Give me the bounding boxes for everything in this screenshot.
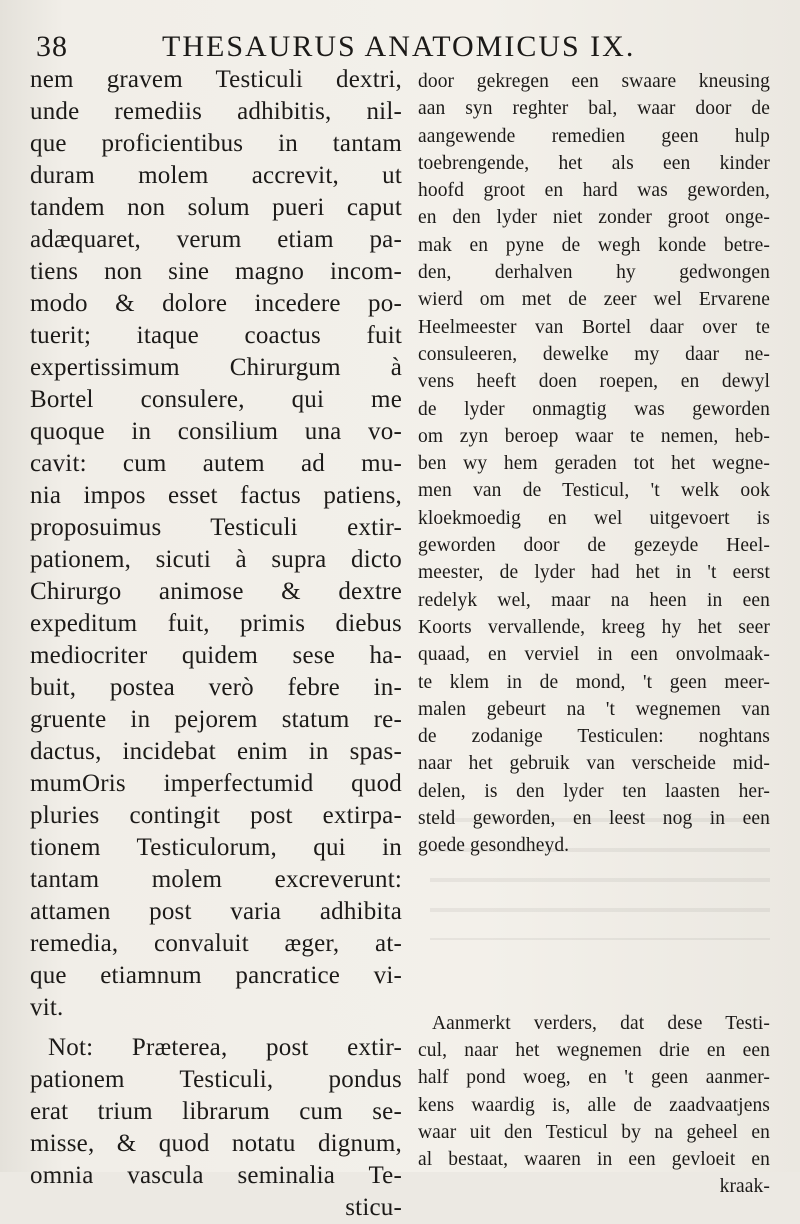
latin-column xyxy=(30,64,402,1224)
dutch-line: redelyk wel, maar na heen in een xyxy=(418,589,770,611)
dutch-line: naar het gebruik van verscheide mid- xyxy=(418,753,770,775)
latin-line: buit, postea verò febre in- xyxy=(30,674,402,701)
latin-line: tionem Testiculorum, qui in xyxy=(30,834,402,861)
latin-line: gruente in pejorem statum re- xyxy=(30,706,402,733)
dutch-line: de lyder onmagtig was geworden xyxy=(418,398,770,420)
dutch-line: aangewende remedien geen hulp xyxy=(418,125,770,147)
dutch-line: mak en pyne de wegh konde betre- xyxy=(418,234,770,256)
dutch-line: meester, de lyder had het in 't eerst xyxy=(418,562,770,584)
latin-line: tuerit; itaque coactus fuit xyxy=(30,322,402,349)
dutch-line: delen, is den lyder ten laasten her- xyxy=(418,780,770,802)
latin-line: pationem, sicuti à supra dicto xyxy=(30,546,402,573)
latin-line: tandem non solum pueri caput xyxy=(30,194,402,221)
latin-line: dactus, incidebat enim in spas- xyxy=(30,738,402,765)
latin-line: tiens non sine magno incom- xyxy=(30,258,402,285)
latin-line: expertissimum Chirurgum à xyxy=(30,354,402,381)
latin-line: vit. xyxy=(30,994,64,1021)
dutch-line: door gekregen een swaare kneusing xyxy=(418,71,770,92)
latin-line: nia impos esset factus patiens, xyxy=(30,482,402,509)
dutch-note-line: kens waardig is, alle de zaadvaatjens xyxy=(418,1094,770,1116)
dutch-line: men van de Testicul, 't welk ook xyxy=(418,480,770,502)
page-number: 38 xyxy=(36,30,68,63)
latin-line: proposuimus Testiculi extir- xyxy=(30,514,402,541)
latin-line: Bortel consulere, qui me xyxy=(30,386,402,413)
dutch-line: om zyn beroep waar te nemen, heb- xyxy=(418,425,770,447)
dutch-line: Heelmeester van Bortel daar over te xyxy=(418,316,770,338)
dutch-line: goede gesondheyd. xyxy=(418,835,570,857)
dutch-note-line: half pond woeg, en 't geen aanmer- xyxy=(418,1067,770,1089)
dutch-line: te klem in de mond, 't geen meer- xyxy=(418,671,770,693)
latin-line: modo & dolore incedere po- xyxy=(30,290,402,317)
latin-line: remedia, convaluit æger, at- xyxy=(30,930,402,957)
dutch-line: den, derhalven hy gedwongen xyxy=(418,262,770,284)
dutch-note-line: al bestaat, waaren in een gevloeit en xyxy=(418,1149,770,1171)
dutch-line: hoofd groot en hard was geworden, xyxy=(418,180,770,202)
dutch-note-line: cul, naar het wegnemen drie en een xyxy=(418,1039,770,1061)
dutch-note-line: waar uit den Testicul by na geheel en xyxy=(418,1121,770,1143)
dutch-line: wierd om met de zeer wel Ervarene xyxy=(418,289,770,311)
latin-line: adæquaret, verum etiam pa- xyxy=(30,226,402,253)
latin-line: mediocriter quidem sese ha- xyxy=(30,642,402,669)
latin-line: cavit: cum autem ad mu- xyxy=(30,450,402,477)
dutch-line: kloekmoedig en wel uitgevoert is xyxy=(418,507,770,529)
dutch-note-line: Aanmerkt verders, dat dese Testi- xyxy=(432,1012,770,1034)
latin-line: duram molem accrevit, ut xyxy=(30,162,402,189)
latin-note-line: omnia vascula seminalia Te- xyxy=(30,1162,402,1189)
latin-note-line: pationem Testiculi, pondus xyxy=(30,1066,402,1093)
latin-line: expeditum fuit, primis diebus xyxy=(30,610,402,637)
latin-line: unde remediis adhibitis, nil- xyxy=(30,98,402,125)
dutch-line: aan syn reghter bal, waar door de xyxy=(418,98,770,120)
latin-line: nem gravem Testiculi dextri, xyxy=(30,66,402,93)
latin-line: tantam molem excreverunt: xyxy=(30,866,402,893)
latin-line: Chirurgo animose & dextre xyxy=(30,578,402,605)
dutch-line: de zodanige Testiculen: noghtans xyxy=(418,726,770,748)
latin-note-line: erat trium librarum cum se- xyxy=(30,1098,402,1125)
latin-note-line: sticu- xyxy=(345,1194,402,1221)
dutch-line: en den lyder niet zonder groot onge- xyxy=(418,207,770,229)
dutch-line: geworden door de gezeyde Heel- xyxy=(418,535,770,557)
latin-line: attamen post varia adhibita xyxy=(30,898,402,925)
dutch-line: steld geworden, en leest nog in een xyxy=(418,808,770,830)
latin-line: mumOris imperfectumid quod xyxy=(30,770,402,797)
dutch-line: consuleeren, dewelke my daar ne- xyxy=(418,343,770,365)
latin-line: que proficientibus in tantam xyxy=(30,130,402,157)
latin-note-line: misse, & quod notatu dignum, xyxy=(30,1130,402,1157)
latin-line: quoque in consilium una vo- xyxy=(30,418,402,445)
dutch-line: ben wy hem geraden tot het wegne- xyxy=(418,453,770,475)
latin-note-line: Not: Præterea, post extir- xyxy=(48,1034,402,1061)
dutch-line: vens heeft doen roepen, en dewyl xyxy=(418,371,770,393)
page-header xyxy=(30,28,770,68)
dutch-line: Koorts vervallende, kreeg hy het seer xyxy=(418,616,770,638)
dutch-line: malen gebeurt na 't wegnemen van xyxy=(418,698,770,720)
latin-line: que etiamnum pancratice vi- xyxy=(30,962,402,989)
dutch-line: quaad, en verviel in een onvolmaak- xyxy=(418,644,770,666)
running-title: THESAURUS ANATOMICUS IX. xyxy=(162,30,636,63)
dutch-note-line: kraak- xyxy=(719,1176,770,1198)
latin-line: pluries contingit post extirpa- xyxy=(30,802,402,829)
dutch-column xyxy=(418,68,770,1201)
dutch-line: toebrengende, het als een kinder xyxy=(418,152,770,174)
